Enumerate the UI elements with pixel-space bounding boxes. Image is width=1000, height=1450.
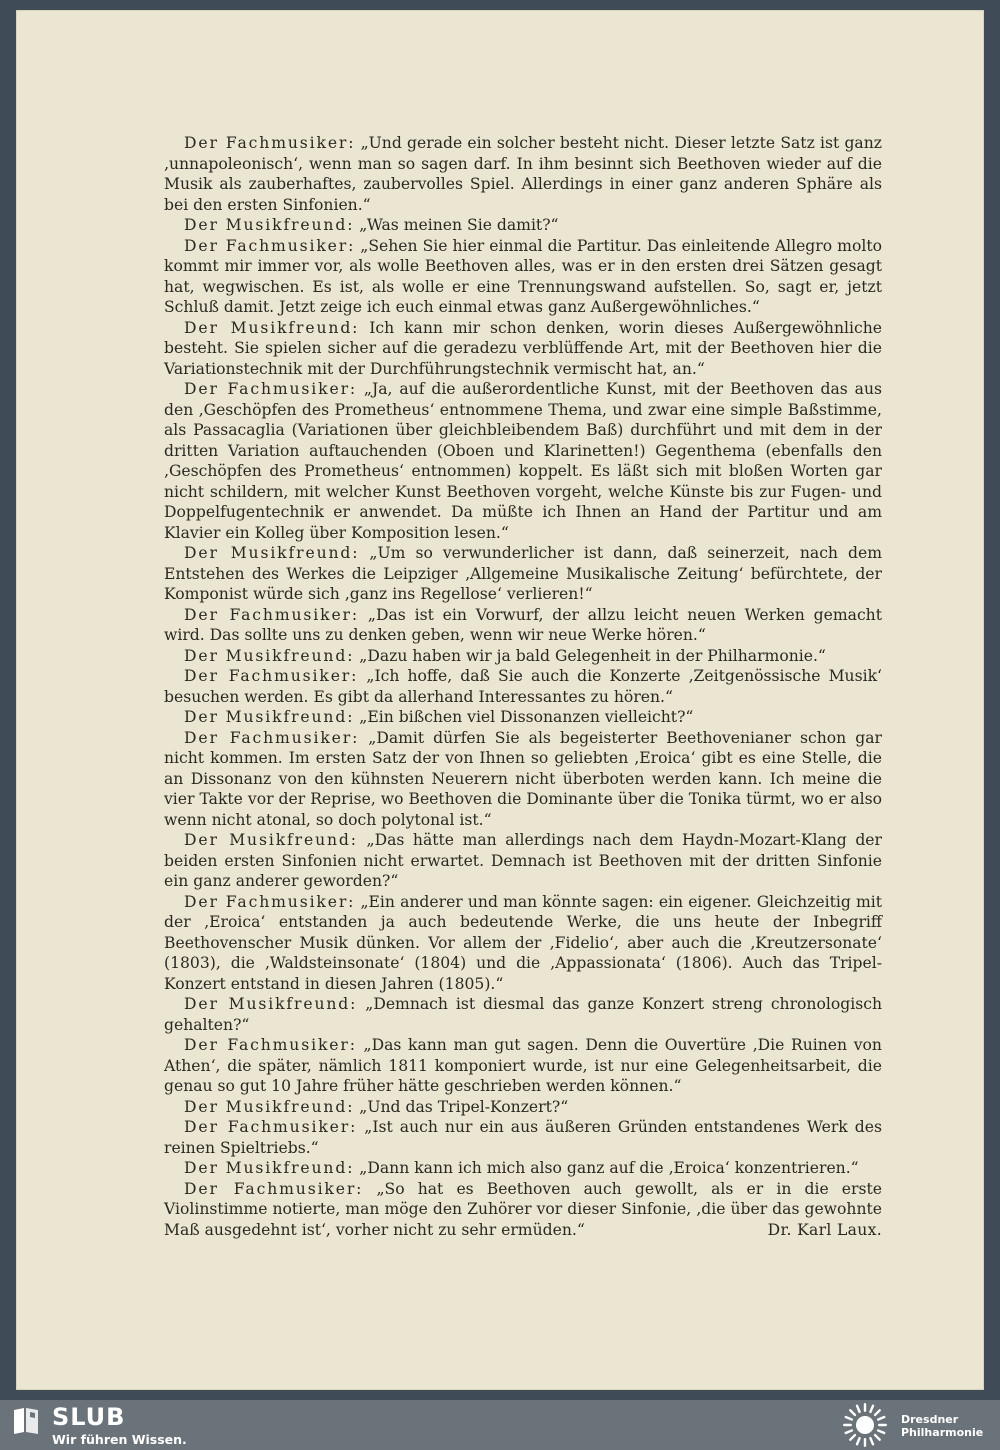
dialogue-paragraph	[164, 707, 882, 728]
dialogue-paragraph	[164, 215, 882, 236]
dialogue-paragraph	[164, 1117, 882, 1158]
speech-text: Ich kann mir schon denken, worin dieses Außergewöhnliche besteht. Sie spielen sicher auf die geradezu verblüffende Art, mit der Beethoven hier die Variationstechnik mit der Durchführungstechnik vermischt hat, an.“	[164, 318, 882, 378]
dialogue-paragraph	[164, 646, 882, 667]
speaker-name: Der Fachmusiker:	[184, 728, 360, 747]
speech-text: „Ein anderer und man könnte sagen: ein eigener. Gleichzeitig mit der ‚Eroica‘ entstanden ja auch bedeutende Werke, die uns heute der Inbegriff Beethovenscher Musik dünken. Vor allem der ‚Fidelio‘, aber auch die ‚Kreutzersonate‘ (1803), die ‚Waldsteinsonate‘ (1804) und die ‚Appassionata‘ (1806). Auch das Tripel-Konzert entstand in diesen Jahren (1805).“	[164, 892, 882, 993]
slub-name[interactable]: SLUB	[52, 1403, 126, 1431]
partner-name[interactable]	[901, 1413, 983, 1439]
dialogue-paragraph	[164, 1097, 882, 1118]
dialogue-paragraph	[164, 666, 882, 707]
speech-text: „Dann kann ich mich also ganz auf die ‚Eroica‘ konzentrieren.“	[359, 1159, 859, 1177]
dialogue-paragraph	[164, 892, 882, 995]
speech-text: „Sehen Sie hier einmal die Partitur. Das einleitende Allegro molto kommt mir immer vor, als wolle Beethoven alles, was er in den ersten drei Sätzen gesagt hat, wegwischen. Es ist, als wolle er eine Trennungswand aufstellen. So, sagt er, jetzt Schluß damit. Jetzt zeige ich euch einmal etwas ganz Außergewöhnliches.“	[164, 236, 882, 316]
speaker-name: Der Fachmusiker:	[184, 1179, 364, 1198]
speech-text: „Und das Tripel-Konzert?“	[359, 1097, 569, 1116]
dialogue-paragraph	[164, 994, 882, 1035]
speaker-name: Der Fachmusiker:	[184, 134, 356, 152]
dialogue-paragraph	[164, 318, 882, 380]
speech-text: „Ich hoffe, daß Sie auch die Konzerte ‚Zeitgenössische Musik‘ besuchen werden. Es gibt da allerhand Interessantes zu hören.“	[164, 667, 882, 706]
speaker-name: Der Musikfreund:	[184, 995, 358, 1013]
dialogue-paragraph	[164, 133, 882, 215]
speech-text: „Damit dürfen Sie als begeisterter Beethovenianer schon gar nicht kommen. Im ersten Satz der von Ihnen so geliebten ‚Eroica‘ gibt es eine Stelle, die an Dissonanz von den kühnsten Neuerern nicht überboten werden kann. Ich meine die vier Takte vor der Reprise, wo Beethoven die Dominante über die Tonika türmt, wo er also wenn nicht atonal, so doch polytonal ist.“	[164, 728, 882, 829]
footer-bar	[0, 1400, 1000, 1450]
speech-text: „Ja, auf die außerordentliche Kunst, mit der Beethoven das aus den ‚Geschöpfen des Prometheus‘ entnommene Thema, und zwar eine simple Baßstimme, als Passacaglia (Variationen über gleichbleibendem Baß) durchführt und mit dem in der dritten Variation auftauchenden (Oboen und Klarinetten!) Gegenthema (ebenfalls den ‚Geschöpfen des Prometheus‘ entnommen) koppelt. Es läßt sich mit bloßen Worten gar nicht schildern, mit welcher Kunst Beethoven vorgeht, welche Künste bis zur Fugen- und Doppelfugentechnik er anwendet. Da müßte ich Ihnen an Hand der Partitur und am Klavier ein Kolleg über Komposition lesen.“	[164, 380, 882, 542]
speech-text: „Und gerade ein solcher besteht nicht. Dieser letzte Satz ist ganz ‚unnapoleonisch‘, wenn man so sagen darf. In ihm besinnt sich Beethoven wieder auf die Musik als zauberhaftes, zaubervolles Spiel. Allerdings in einer ganz anderen Sphäre als bei den ersten Sinfonien.“	[164, 134, 882, 214]
speaker-name: Der Musikfreund:	[184, 216, 355, 234]
dialogue-paragraph	[164, 1179, 882, 1241]
speaker-name: Der Musikfreund:	[184, 1097, 355, 1116]
philharmonie-sunburst-icon[interactable]	[842, 1402, 888, 1448]
speech-text: „Das kann man gut sagen. Denn die Ouvertüre ‚Die Ruinen von Athen‘, die später, nämlich 1811 komponiert wurde, ist nur eine Gelegenheitsarbeit, die genau so gut 10 Jahre früher hätte geschrieben werden können.“	[164, 1036, 882, 1095]
dialogue-paragraph	[164, 728, 882, 831]
speaker-name: Der Fachmusiker:	[184, 236, 356, 255]
dialogue-paragraph	[164, 830, 882, 892]
speech-text: „Dazu haben wir ja bald Gelegenheit in der Philharmonie.“	[359, 646, 826, 665]
speech-text: „Das hätte man allerdings nach dem Haydn-Mozart-Klang der beiden ersten Sinfonien nicht erwartet. Demnach ist Beethoven mit der dritten Sinfonie ein ganz anderer geworden?“	[164, 831, 882, 890]
partner-name-line1: Dresdner	[901, 1413, 959, 1426]
speaker-name: Der Musikfreund:	[184, 318, 360, 337]
speaker-name: Der Musikfreund:	[184, 831, 358, 849]
dialogue-paragraph	[164, 1035, 882, 1097]
speaker-name: Der Fachmusiker:	[184, 605, 360, 624]
speaker-name: Der Musikfreund:	[184, 646, 355, 665]
speech-text: „Das ist ein Vorwurf, der allzu leicht neuen Werken gemacht wird. Das sollte uns zu denken geben, wenn wir neue Werke hören.“	[164, 605, 882, 644]
speech-text: „Ist auch nur ein aus äußeren Gründen entstandenes Werk des reinen Spieltriebs.“	[164, 1118, 882, 1157]
speaker-name: Der Musikfreund:	[184, 1159, 355, 1177]
partner-name-line2: Philharmonie	[901, 1426, 984, 1439]
speaker-name: Der Fachmusiker:	[184, 667, 359, 685]
slub-tagline: Wir führen Wissen.	[52, 1432, 187, 1447]
speech-text: „So hat es Beethoven auch gewollt, als er in die erste Violinstimme notierte, man möge den Zuhörer vor dieser Sinfonie, ‚die über das gewohnte Maß ausgedehnt ist‘, vorher nicht zu sehr ermüden.“	[164, 1179, 882, 1239]
speech-text: „Ein bißchen viel Dissonanzen vielleicht?“	[359, 708, 694, 726]
speaker-name: Der Musikfreund:	[184, 708, 355, 726]
dialogue-paragraph	[164, 236, 882, 318]
speech-text: „Demnach ist diesmal das ganze Konzert streng chronologisch gehalten?“	[164, 995, 882, 1034]
speaker-name: Der Fachmusiker:	[184, 1118, 358, 1136]
speech-text: „Um so verwunderlicher ist dann, daß seinerzeit, nach dem Entstehen des Werkes die Leipziger ‚Allgemeine Musikalische Zeitung‘ befürchtete, der Komponist würde sich ‚ganz ins Regellose‘ verlieren!“	[164, 544, 882, 603]
slub-book-icon[interactable]	[12, 1406, 40, 1436]
author-signature: Dr. Karl Laux.	[767, 1220, 882, 1239]
speaker-name: Der Fachmusiker:	[184, 1036, 357, 1054]
dialogue-paragraph	[164, 379, 882, 543]
speaker-name: Der Fachmusiker:	[184, 892, 356, 911]
dialogue-paragraph	[164, 1158, 882, 1179]
dialogue-paragraph	[164, 543, 882, 605]
dialogue-paragraph	[164, 605, 882, 646]
dialogue-text	[164, 133, 882, 1240]
speech-text: „Was meinen Sie damit?“	[359, 216, 559, 234]
speaker-name: Der Musikfreund:	[184, 544, 360, 562]
speaker-name: Der Fachmusiker:	[184, 380, 358, 398]
